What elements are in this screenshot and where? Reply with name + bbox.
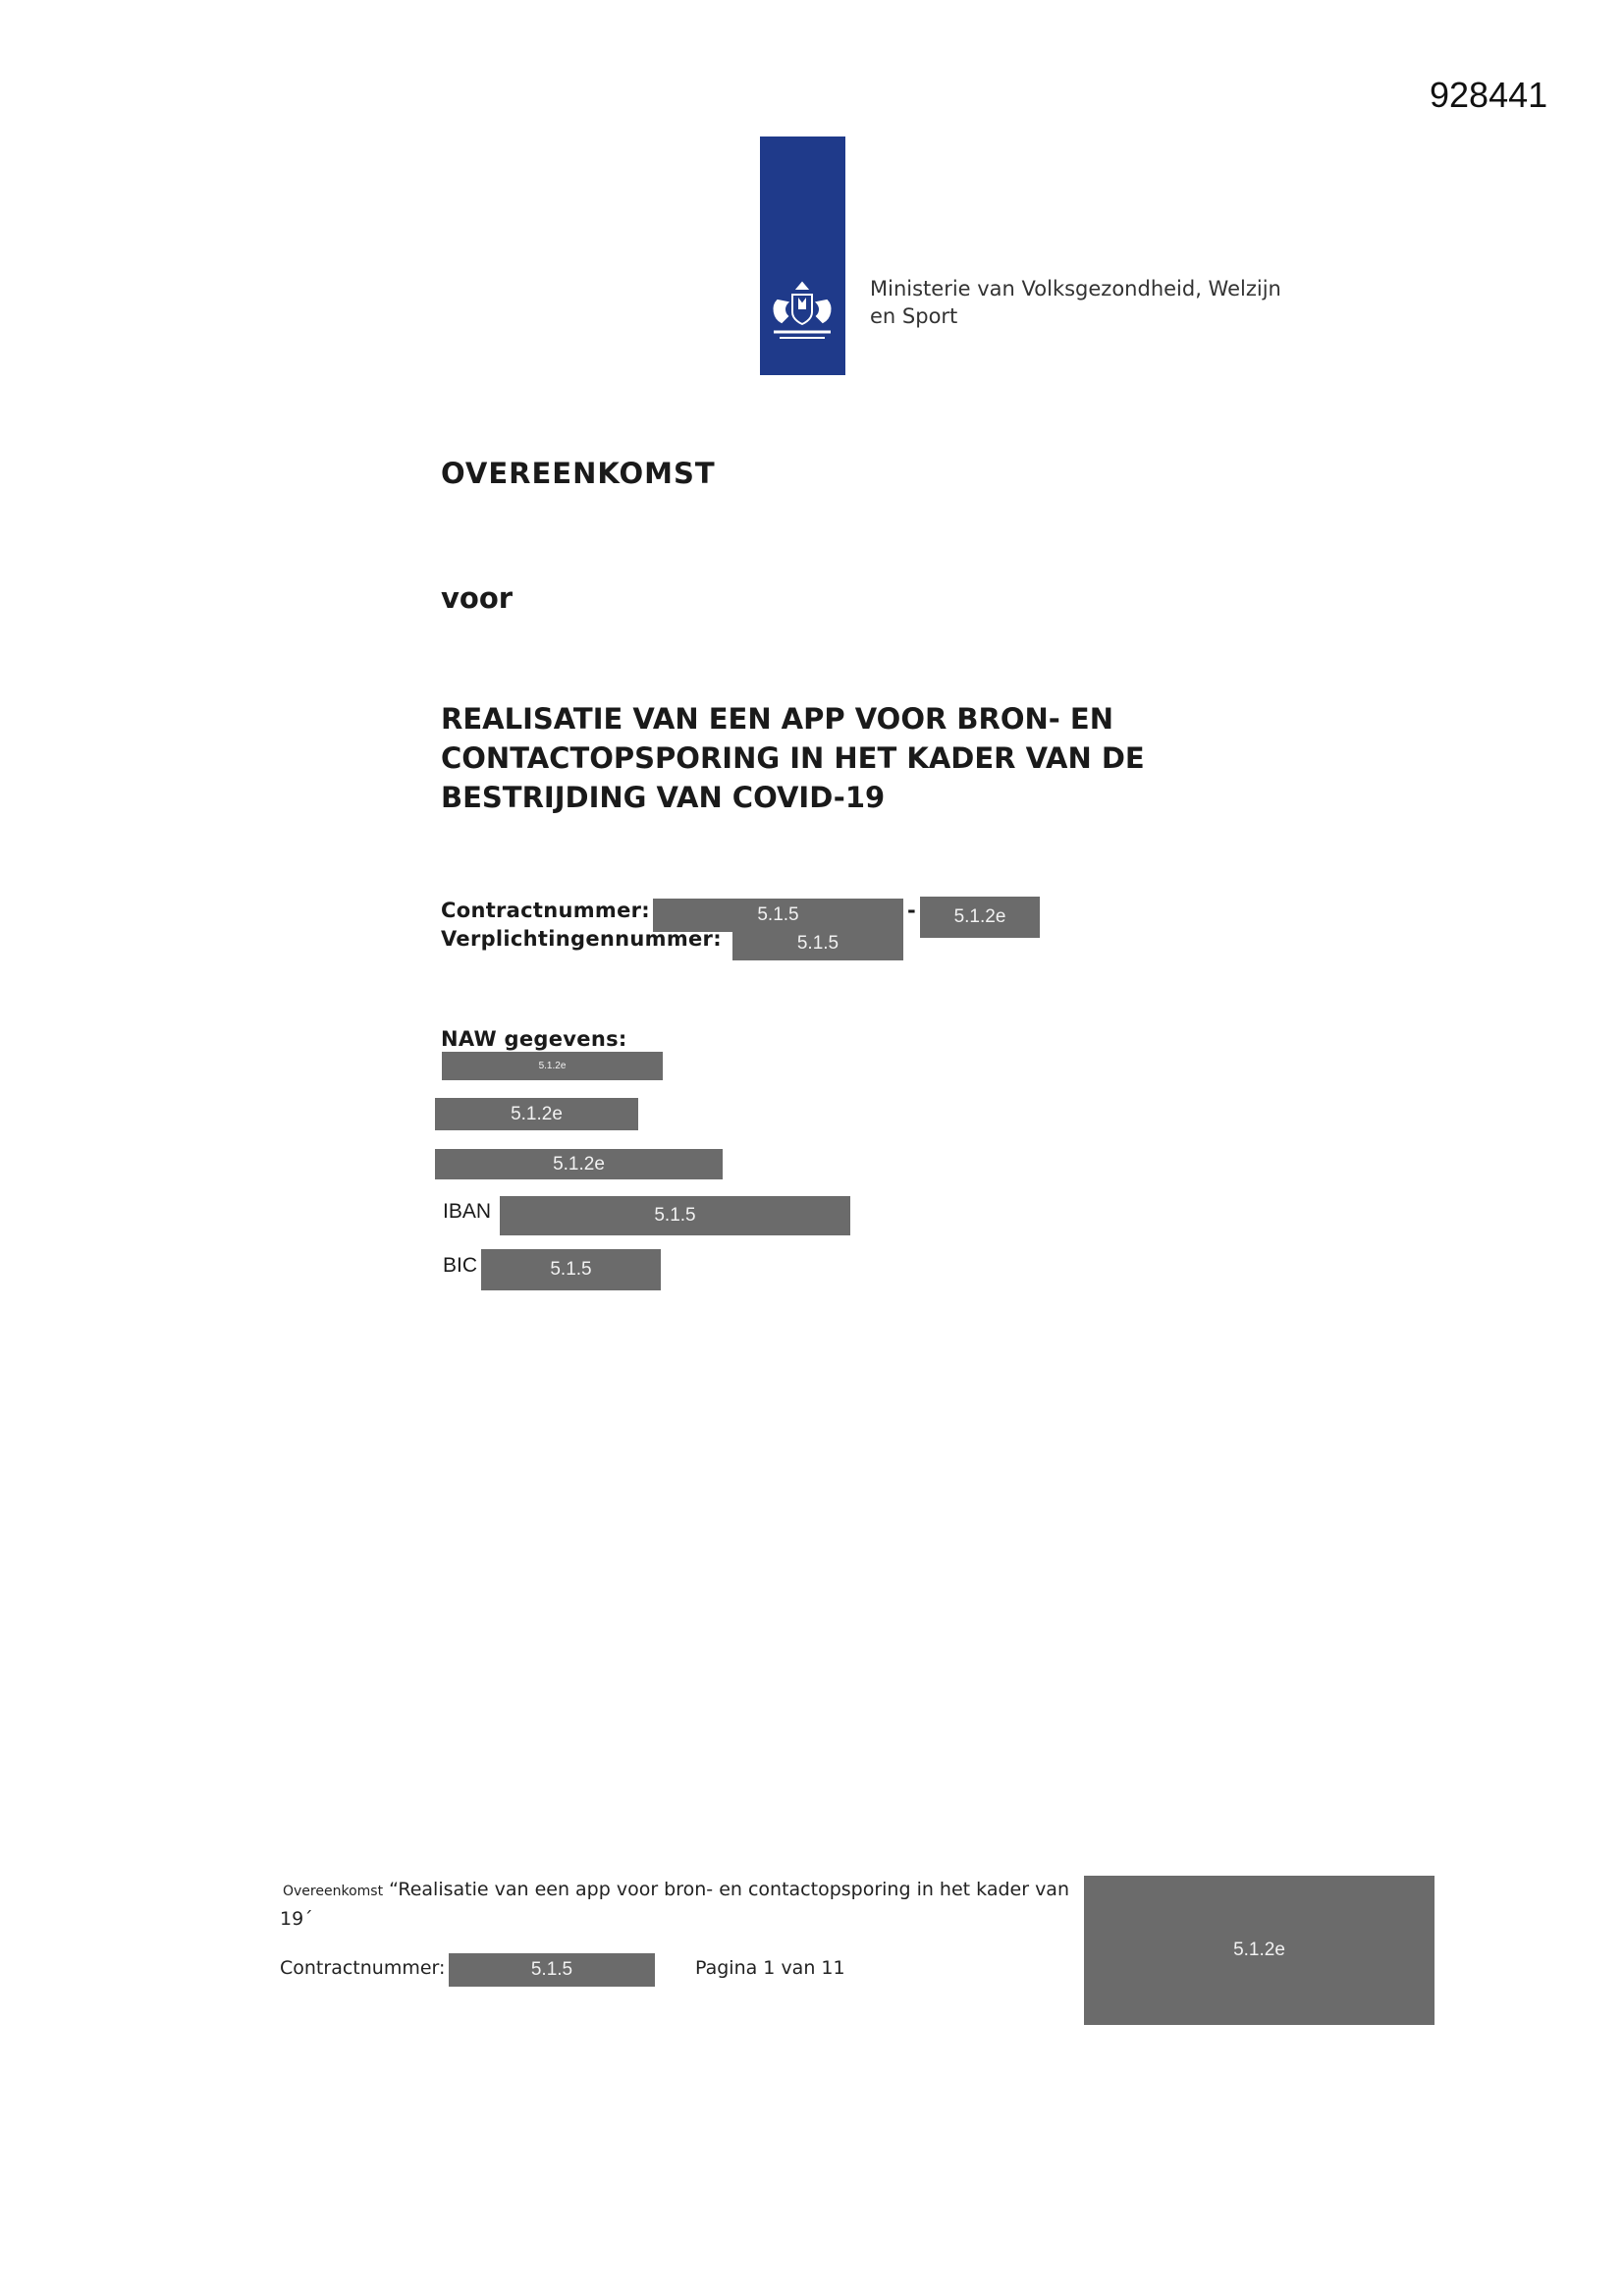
ministry-name: Ministerie van Volksgezondheid, Welzijn en Sport	[870, 277, 1281, 328]
footer-title-cont: 19´	[280, 1908, 313, 1930]
bic-label: BIC	[443, 1254, 478, 1277]
contract-number-label: Contractnummer:	[441, 899, 651, 922]
contract-number-dash: -	[907, 899, 917, 922]
verplichting-number-redaction: 5.1.5	[732, 927, 903, 960]
iban-redaction: 5.1.5	[500, 1196, 850, 1235]
footer-prefix: Overeenkomst	[283, 1884, 384, 1899]
footer-contract-redaction: 5.1.5	[449, 1953, 655, 1987]
document-number: 928441	[1430, 75, 1548, 115]
naw-line2-redaction: 5.1.2e	[435, 1098, 638, 1130]
bic-redaction: 5.1.5	[481, 1249, 661, 1290]
page-number: Pagina 1 van 11	[695, 1957, 845, 1979]
naw-line1-redaction: 5.1.2e	[442, 1052, 663, 1080]
naw-label: NAW gegevens:	[441, 1027, 627, 1051]
dutch-coat-of-arms-icon	[764, 279, 840, 350]
footer-title-text: “Realisatie van een app voor bron- en contactopsporing in het kader van	[389, 1879, 1069, 1900]
footer-contract-label: Contractnummer:	[280, 1957, 446, 1979]
verplichting-number-label: Verplichtingennummer:	[441, 927, 722, 951]
document-title: OVEREENKOMST	[441, 457, 716, 490]
contract-number-redaction-2: 5.1.2e	[920, 897, 1040, 938]
document-voor: voor	[441, 581, 514, 615]
government-logo	[760, 137, 845, 375]
footer-title	[283, 1879, 1069, 1900]
iban-label: IBAN	[443, 1200, 492, 1223]
contract-number-redaction: 5.1.5	[653, 899, 903, 932]
document-subject: REALISATIE VAN EEN APP VOOR BRON- EN CONTACTOPSPORING IN HET KADER VAN DE BESTRIJDING VAN COVID-19	[441, 702, 1145, 814]
naw-line3-redaction: 5.1.2e	[435, 1149, 723, 1179]
footer-side-redaction: 5.1.2e	[1084, 1876, 1435, 2025]
